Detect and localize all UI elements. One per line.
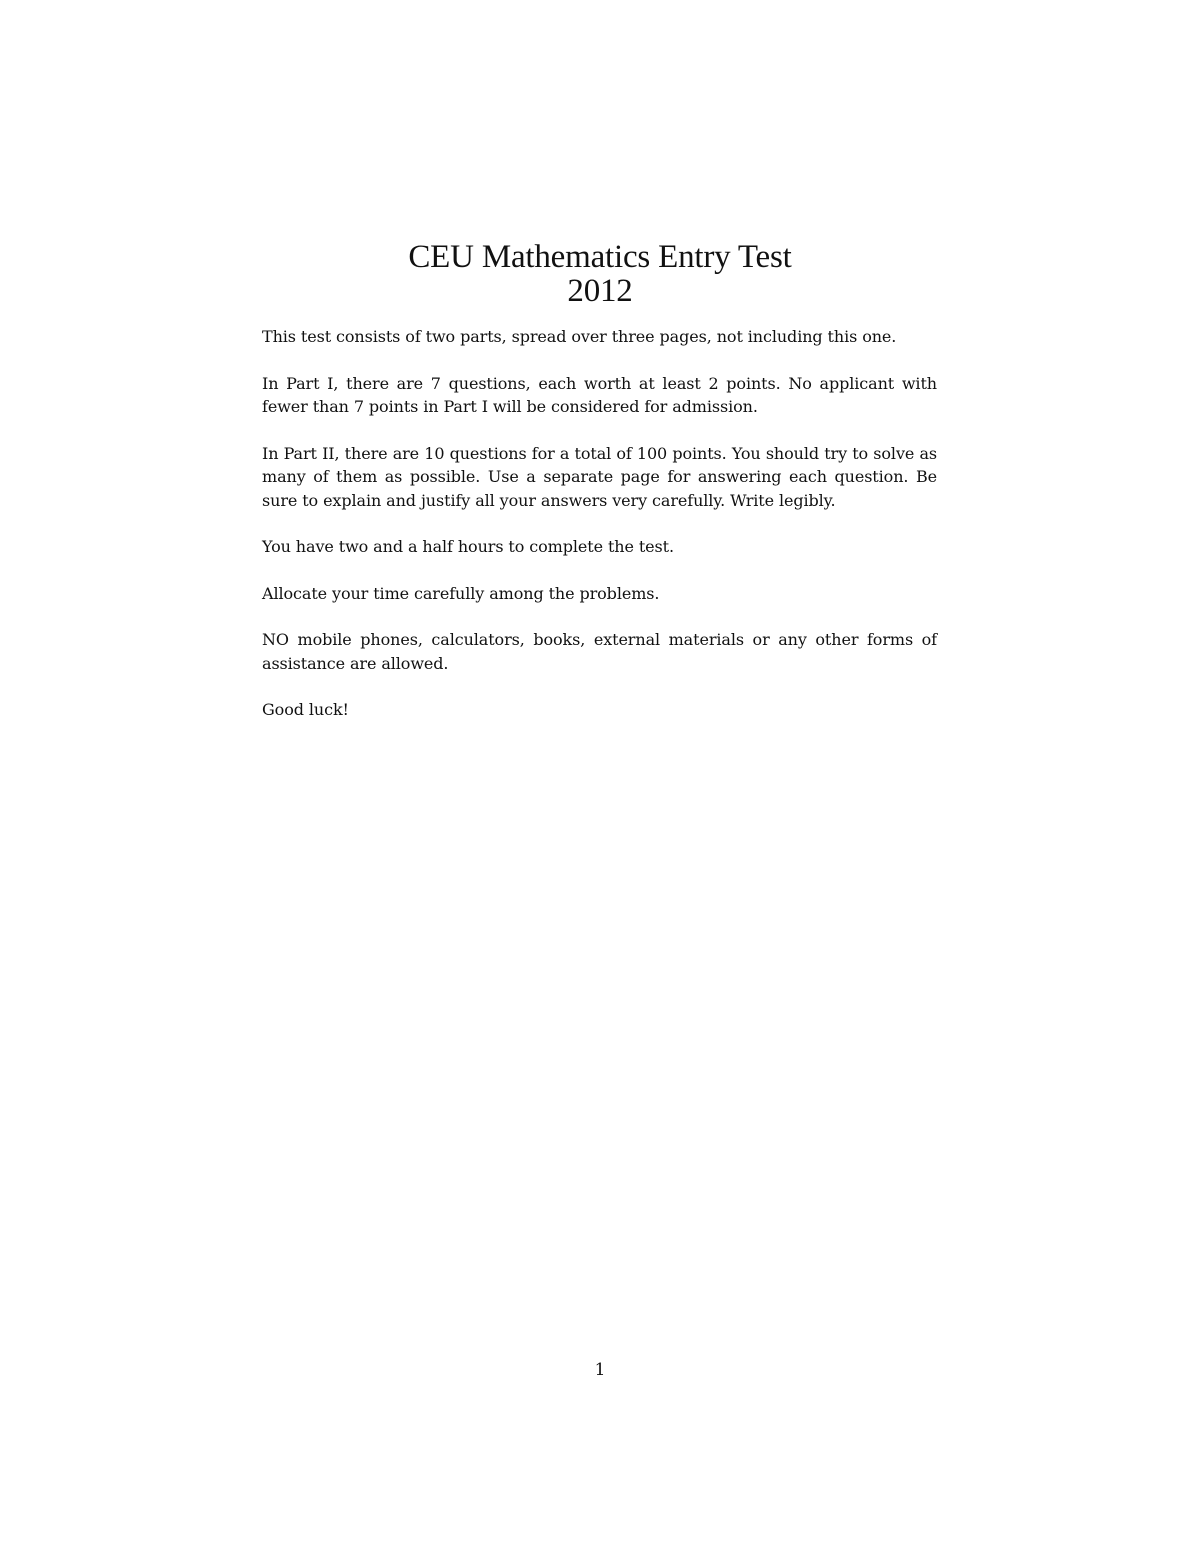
paragraph-time-limit: You have two and a half hours to complete the test. bbox=[262, 537, 674, 556]
title-block bbox=[0, 240, 1200, 308]
document-title: CEU Mathematics Entry Test bbox=[408, 239, 792, 275]
instructions-body bbox=[262, 325, 937, 745]
paragraph-good-luck: Good luck! bbox=[262, 700, 349, 719]
paragraph-allocate-time: Allocate your time carefully among the problems. bbox=[262, 583, 660, 603]
page-number: 1 bbox=[594, 1360, 606, 1380]
document-year: 2012 bbox=[567, 273, 633, 309]
paragraph-part-two: In Part II, there are 10 questions for a total of 100 points. You should try to solve as many of them as possible. Use a separate page for answering each question. Be sure to explain and justify all your answers very carefully. Write legibly. bbox=[262, 443, 937, 510]
paragraph-test-structure: This test consists of two parts, spread over three pages, not including this one. bbox=[262, 327, 897, 346]
paragraph-no-devices: NO mobile phones, calculators, books, external materials or any other forms of assistance are allowed. bbox=[262, 630, 937, 673]
paragraph-part-one: In Part I, there are 7 questions, each worth at least 2 points. No applicant with fewer than 7 points in Part I will be considered for admission. bbox=[262, 373, 937, 416]
